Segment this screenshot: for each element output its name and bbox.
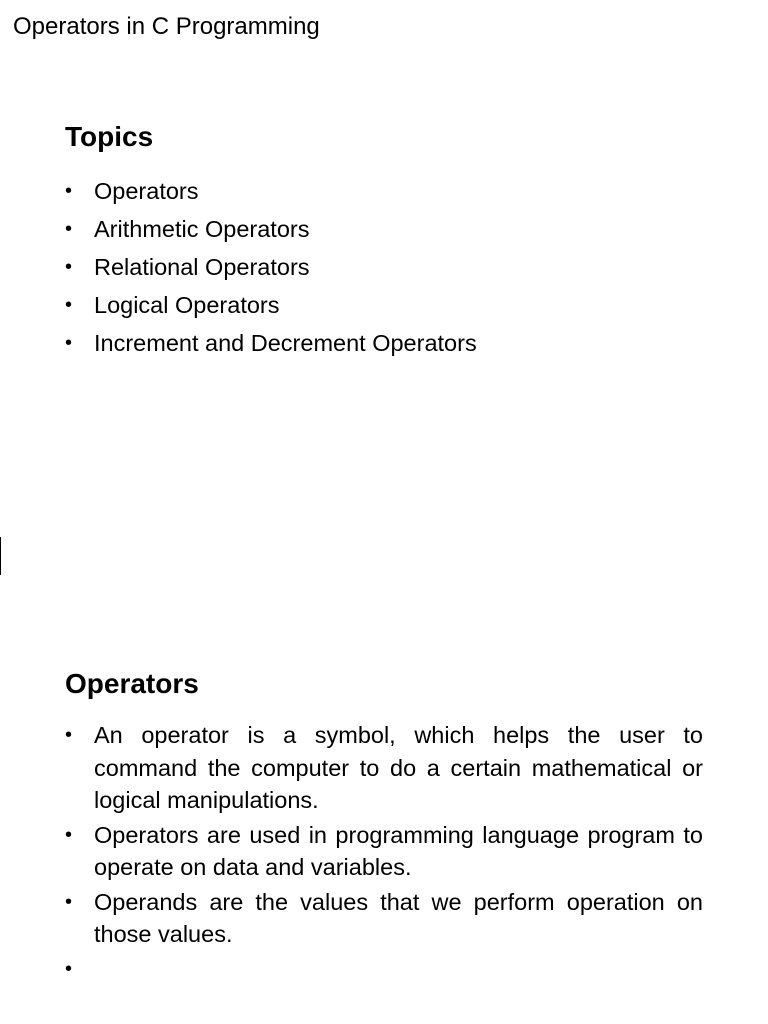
list-item-text: An operator is a symbol, which helps the user to command the computer to do a certain mathematical or logical manipulations. — [94, 722, 703, 813]
bullet-icon: • — [65, 180, 73, 202]
list-item — [65, 172, 703, 210]
bullet-icon: • — [65, 957, 73, 980]
topics-list — [65, 172, 703, 362]
list-item — [65, 886, 703, 951]
operators-heading: Operators — [65, 668, 199, 699]
bullet-icon: • — [65, 294, 73, 316]
operators-list — [65, 719, 703, 980]
bullet-icon: • — [65, 724, 73, 746]
bullet-icon: • — [65, 332, 73, 354]
list-item-text: Operands are the values that we perform operation on those values. — [94, 888, 703, 947]
list-item — [65, 324, 703, 362]
bullet-icon: • — [65, 256, 73, 278]
list-item — [65, 248, 703, 286]
list-item-text: Relational Operators — [94, 254, 310, 280]
list-item — [65, 819, 703, 884]
list-item-text: Arithmetic Operators — [94, 216, 310, 242]
document-title: Operators in C Programming — [13, 13, 320, 40]
page-edge-marker — [0, 537, 1, 575]
list-item-text: Operators — [94, 178, 199, 204]
bullet-icon: • — [65, 823, 73, 846]
topics-heading: Topics — [65, 121, 154, 152]
list-item — [65, 719, 703, 817]
bullet-icon: • — [65, 218, 73, 240]
list-item-text: Increment and Decrement Operators — [94, 330, 477, 356]
list-item-text: Logical Operators — [94, 292, 280, 318]
list-item — [65, 210, 703, 248]
list-item-text: Operators are used in programming language program to operate on data and variables. — [94, 821, 703, 880]
list-item — [65, 286, 703, 324]
bullet-icon: • — [65, 890, 73, 913]
